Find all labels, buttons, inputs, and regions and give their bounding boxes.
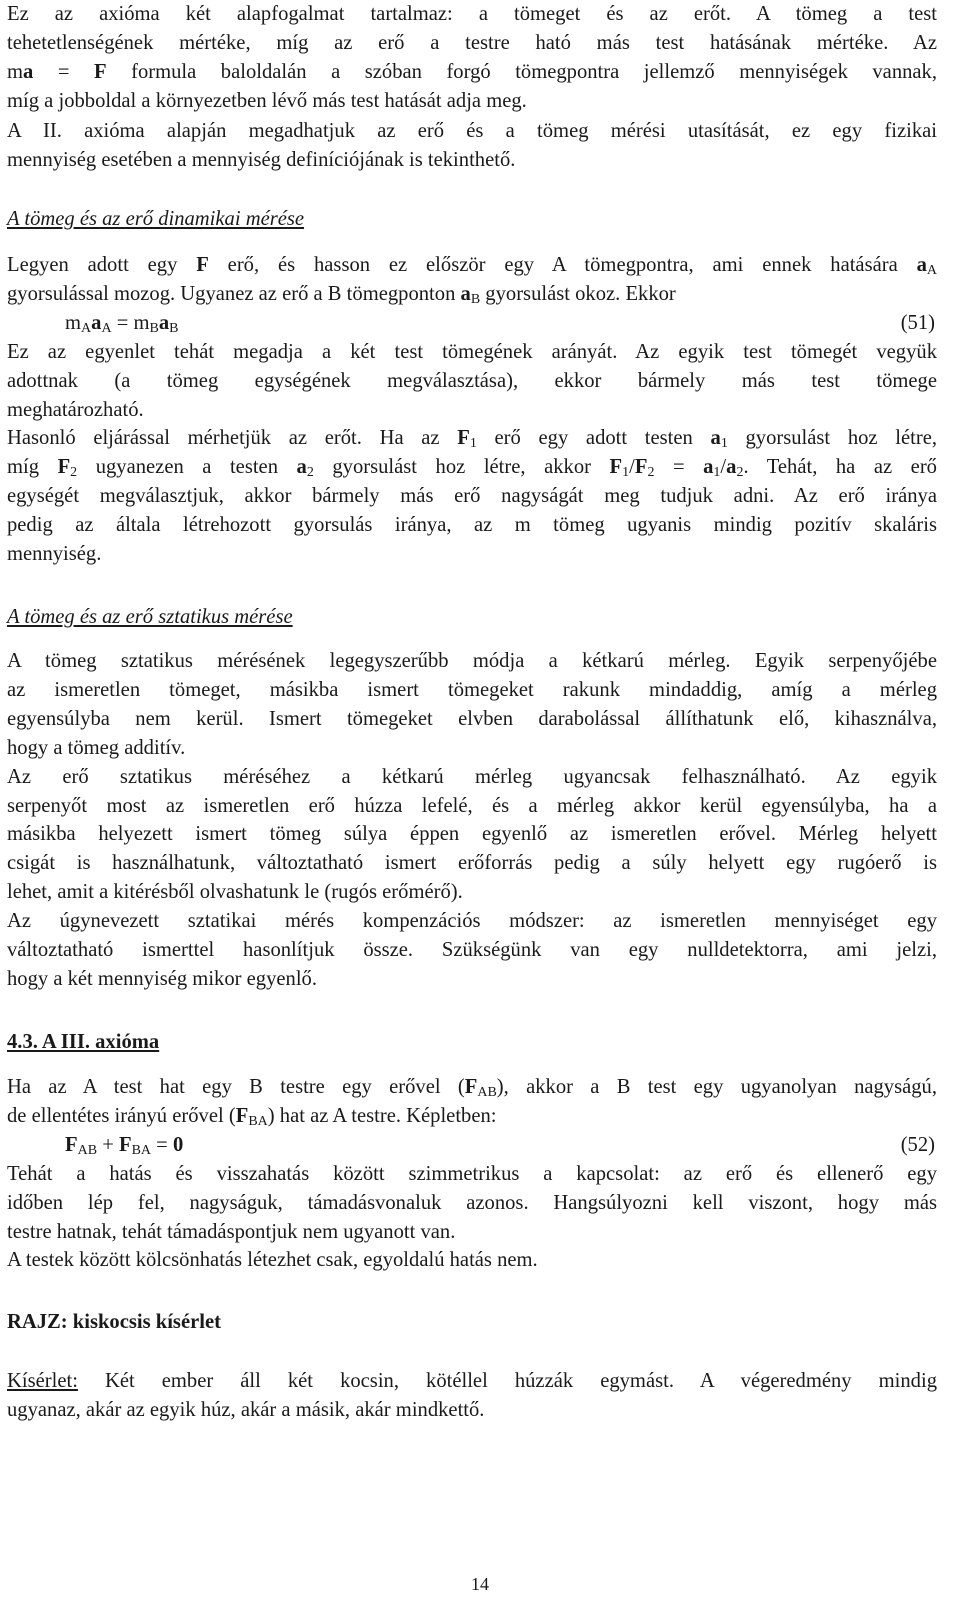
text-line: míg $F_2$ ugyanezen a testen $a_2$ gyorsulást hoz létre, akkor $F_1/F_2 = a_1/a_2$. Tehát, ha az erő bbox=[7, 456, 937, 481]
text-line: hogy a két mennyiség mikor egyenlő. bbox=[7, 967, 317, 990]
text-line: serpenyőt most az ismeretlen erő húzza lefelé, és a mérleg akkor kerül egyensúlyba, ha a bbox=[7, 794, 937, 817]
equation-52 bbox=[7, 1131, 937, 1160]
text-line: egyensúlyba nem kerül. Ismert tömegeket elvben darabolással állíthatunk elő, kihasználva, bbox=[7, 707, 937, 730]
text-line: egységét megválasztjuk, akkor bármely más erő nagyságát meg tudjuk adni. Az erő iránya bbox=[7, 485, 937, 508]
text-line: A testek között kölcsönhatás létezhet csak, egyoldalú hatás nem. bbox=[7, 1249, 538, 1272]
intro-paragraph-1 bbox=[7, 0, 937, 116]
text-line: az ismeretlen tömeget, másikba ismert tömegeket rakunk mindaddig, amíg a mérleg bbox=[7, 678, 937, 701]
text-line: Ha az A test hat egy B testre egy erővel $(F_{AB})$, akkor a B test egy ugyanolyan nagyságú, bbox=[7, 1076, 937, 1100]
equation-expression: $F_{AB} + F_{BA} = 0$ bbox=[65, 1133, 184, 1158]
text-line: testre hatnak, tehát támadáspontjuk nem ugyanott van. bbox=[7, 1220, 456, 1243]
text-line: A II. axióma alapján megadhatjuk az erő és a tömeg mérési utasítását, ez egy fizikai bbox=[7, 120, 937, 142]
text-line: változtatható ismerttel hasonlítjuk össze. Szükségünk van egy nulldetektorra, ami jelzi, bbox=[7, 939, 937, 962]
text-line: Tehát a hatás és visszahatás között szimmetrikus a kapcsolat: az erő és ellenerő egy bbox=[7, 1162, 937, 1185]
static-section-body bbox=[7, 647, 937, 994]
text-line: csigát is használhatunk, változtatható ismert erőforrás pedig a súly helyett egy rugóerő is bbox=[7, 852, 937, 875]
text-line: de ellentétes irányú erővel $(F_{BA})$ hat az A testre. Képletben: bbox=[7, 1104, 497, 1129]
text-line: gyorsulással mozog. Ugyanez az erő a B tömegponton $a_B$ gyorsulást okoz. Ekkor bbox=[7, 282, 676, 307]
text-line: Hasonló eljárással mérhetjük az erőt. Ha az $F_1$ erő egy adott testen $a_1$ gyorsulást hoz létre, bbox=[7, 427, 937, 452]
text-line: Legyen adott egy F erő, és hasson ez először egy A tömegpontra, ami ennek hatására $a_A$ bbox=[7, 254, 937, 278]
text-line: mennyiség esetében a mennyiség definíciójának is tekinthető. bbox=[7, 148, 516, 171]
experiment-paragraph bbox=[7, 1367, 937, 1425]
text-line: másikba helyezett ismert tömeg súlya éppen egyenlő az ismeretlen erővel. Mérleg helyett bbox=[7, 823, 937, 846]
axiom3-section-body bbox=[7, 1073, 937, 1275]
text-line: Az erő sztatikus méréséhez a kétkarú mérleg ugyancsak felhasználható. Az egyik bbox=[7, 765, 937, 788]
text-line: Kísérlet: Két ember áll két kocsin, kötéllel húzzák egymást. A végeredmény mindig bbox=[7, 1370, 937, 1392]
text-line: tehetetlenségének mértéke, míg az erő a testre ható más test hatásának mértéke. Az bbox=[7, 31, 937, 54]
experiment-label: Kísérlet: bbox=[7, 1370, 78, 1392]
section-heading-dynamic: A tömeg és az erő dinamikai mérése bbox=[7, 208, 305, 230]
text-line: adottnak (a tömeg egységének megválasztása), ekkor bármely más test tömege bbox=[7, 369, 937, 392]
text-line: A tömeg sztatikus mérésének legegyszerűbb módja a kétkarú mérleg. Egyik serpenyőjébe bbox=[7, 650, 937, 672]
section-heading-axiom3: 4.3. A III. axióma bbox=[7, 1031, 160, 1053]
equation-number: (51) bbox=[900, 311, 935, 334]
text-line: Az úgynevezett sztatikai mérés kompenzációs módszer: az ismeretlen mennyiséget egy bbox=[7, 910, 937, 933]
text-line: Ez az egyenlet tehát megadja a két test tömegének arányát. Az egyik test tömegét vegyük bbox=[7, 340, 937, 363]
text-line: ma = F formula baloldalán a szóban forgó tömegpontra jellemző mennyiségek vannak, bbox=[7, 60, 938, 83]
text-line: Ez az axióma két alapfogalmat tartalmaz: a tömeget és az erőt. A tömeg a test bbox=[7, 3, 937, 25]
text-line: pedig az általa létrehozott gyorsulás iránya, az m tömeg ugyanis mindig pozitív skaláris bbox=[7, 514, 937, 537]
dynamic-section-body bbox=[7, 251, 937, 569]
text-line: mennyiség. bbox=[7, 543, 102, 566]
drawing-heading: RAJZ: kiskocsis kísérlet bbox=[7, 1311, 221, 1333]
section-heading-static: A tömeg és az erő sztatikus mérése bbox=[7, 606, 293, 628]
page-number: 14 bbox=[471, 1574, 489, 1594]
text-line: meghatározható. bbox=[7, 398, 144, 421]
text-line: ugyanaz, akár az egyik húz, akár a másik, akár mindkettő. bbox=[7, 1398, 485, 1421]
text-line: hogy a tömeg additív. bbox=[7, 736, 186, 759]
equation-51 bbox=[7, 309, 937, 338]
intro-paragraph-2 bbox=[7, 117, 937, 175]
text-line: míg a jobboldal a környezetben lévő más test hatását adja meg. bbox=[7, 89, 527, 112]
equation-expression: $m_Aa_A = m_Ba_B$ bbox=[65, 311, 179, 336]
text-line: lehet, amit a kitérésből olvashatunk le (rugós erőmérő). bbox=[7, 881, 463, 904]
equation-number: (52) bbox=[900, 1133, 935, 1156]
text-line: időben lép fel, nagyságuk, támadásvonaluk azonos. Hangsúlyozni kell viszont, hogy más bbox=[7, 1191, 937, 1214]
